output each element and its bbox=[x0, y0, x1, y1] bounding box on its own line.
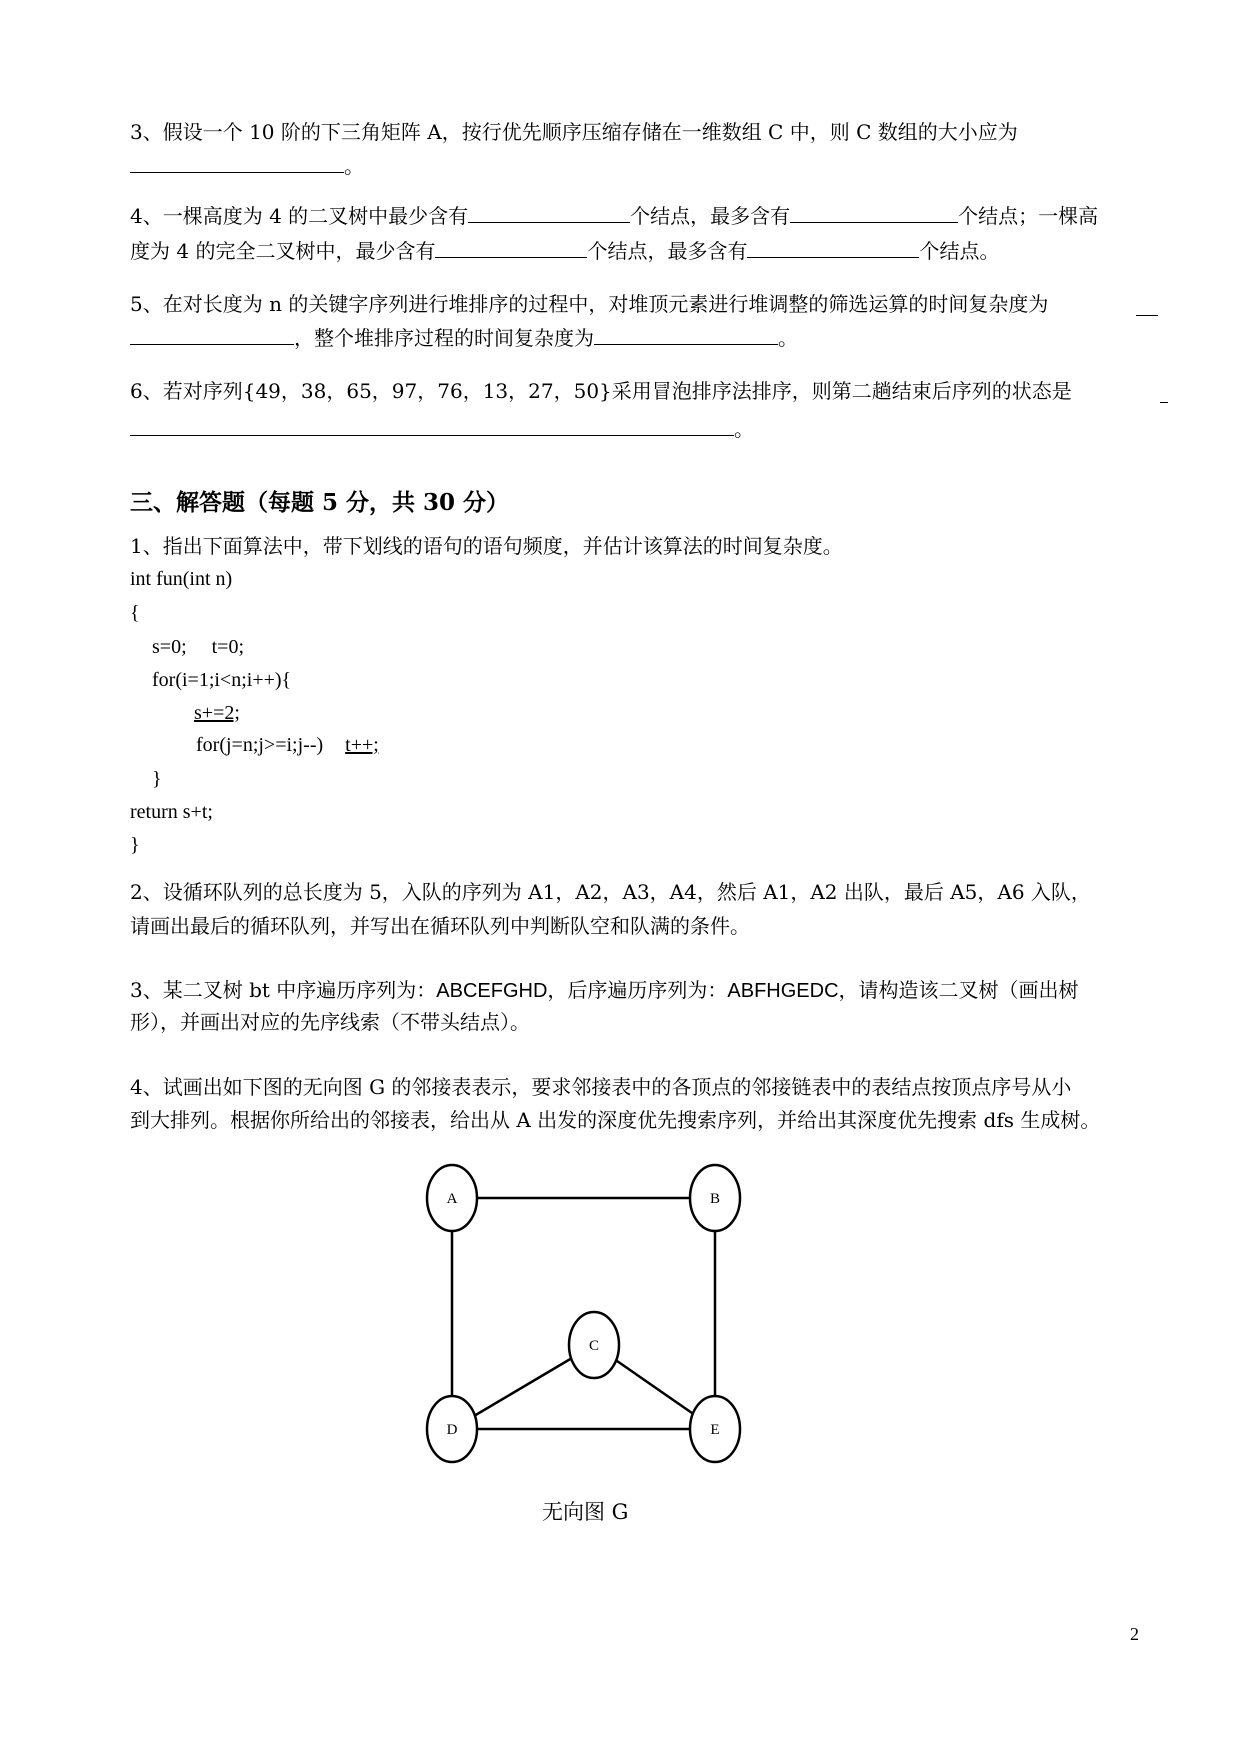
fill-q4-part4: 度为 4 的完全二叉树中，最少含有 bbox=[130, 239, 436, 263]
fill-q4-part6: 个结点。 bbox=[919, 239, 1000, 263]
s3-q3-prefix: 3、某二叉树 bt 中序遍历序列为： bbox=[130, 978, 437, 1002]
node-C-label: C bbox=[588, 1338, 600, 1354]
node-E bbox=[690, 1396, 740, 1462]
code-line-8: return s+t; bbox=[130, 801, 213, 823]
fill-q4-part3: 个结点；一棵高 bbox=[958, 204, 1099, 228]
s3-q4-line2: 到大排列。根据你所给出的邻接表，给出从 A 出发的深度优先搜索序列，并给出其深度优先搜索 dfs 生成树。 bbox=[130, 1108, 1101, 1132]
s3-q2-line1: 2、设循环队列的总长度为 5，入队的序列为 A1，A2，A3，A4，然后 A1，A2 出队，最后 A5，A6 入队， bbox=[130, 880, 1091, 904]
node-B bbox=[690, 1165, 740, 1231]
graph-caption-text: 无向图 G bbox=[542, 1500, 629, 1524]
section3-title: 三、解答题（每题 5 分，共 30 分） bbox=[130, 489, 510, 516]
fill-q6-end: 。 bbox=[734, 417, 754, 441]
s3-q3-mid: ，后序遍历序列为： bbox=[547, 978, 728, 1002]
code-line-5-text: s+=2; bbox=[194, 702, 240, 724]
code-line-6b-text: t++; bbox=[345, 734, 379, 756]
page-number: 2 bbox=[1130, 1624, 1139, 1644]
graph-nodes bbox=[427, 1165, 740, 1462]
node-B-label: B bbox=[709, 1191, 721, 1207]
s3-q2-line2: 请画出最后的循环队列，并写出在循环队列中判断队空和队满的条件。 bbox=[130, 914, 750, 938]
code-line-4: for(i=1;i<n;i++){ bbox=[152, 669, 292, 691]
fill-q5-text: 5、在对长度为 n 的关键字序列进行堆排序的过程中，对堆顶元素进行堆调整的筛选运算的时间复杂度为 bbox=[130, 292, 1049, 316]
s3-q4-line1: 4、试画出如下图的无向图 G 的邻接表表示，要求邻接表中的各顶点的邻接链表中的表结点按顶点序号从小 bbox=[130, 1075, 1072, 1099]
fill-q6-text: 6、若对序列{49，38，65，97，76，13，27，50}采用冒泡排序法排序，则第二趟结束后序列的状态是 bbox=[130, 379, 1072, 403]
s3-q1-text: 1、指出下面算法中，带下划线的语句的语句频度，并估计该算法的时间复杂度。 bbox=[130, 534, 843, 558]
node-A bbox=[427, 1165, 477, 1231]
node-D-label: D bbox=[446, 1422, 458, 1438]
graph-caption bbox=[542, 1496, 628, 1526]
edge-C-D bbox=[475, 1358, 571, 1415]
fill-q4-part2: 个结点，最多含有 bbox=[630, 204, 791, 228]
fill-q5-end: 。 bbox=[778, 326, 798, 350]
s3-q3-line2: 形），并画出对应的先序线索（不带头结点）。 bbox=[130, 1010, 530, 1034]
fill-q4-part5: 个结点，最多含有 bbox=[587, 239, 748, 263]
fill-q3-text: 3、假设一个 10 阶的下三角矩阵 A，按行优先顺序压缩存储在一维数组 C 中，则 C 数组的大小应为 bbox=[130, 120, 1018, 144]
node-A-label: A bbox=[446, 1191, 458, 1207]
s3-q3-postorder: ABFHGEDC bbox=[727, 980, 839, 1002]
node-E-label: E bbox=[710, 1422, 720, 1438]
fill-q5-mid: ，整个堆排序过程的时间复杂度为 bbox=[294, 326, 594, 350]
code-line-1: int fun(int n) bbox=[130, 568, 233, 590]
edge-C-E bbox=[616, 1360, 693, 1413]
node-D bbox=[427, 1396, 477, 1462]
code-line-7: } bbox=[152, 768, 162, 790]
fill-q3-end: 。 bbox=[344, 154, 364, 178]
s3-q3-suffix: ，请构造该二叉树（画出树 bbox=[838, 978, 1079, 1002]
code-line-9: } bbox=[130, 834, 140, 856]
code-line-3: s=0; t=0; bbox=[152, 636, 245, 658]
s3-q3-inorder: ABCEFGHD bbox=[436, 980, 548, 1002]
code-line-6-text: for(j=n;j>=i;j--) bbox=[196, 734, 324, 756]
fill-q4-part1: 4、一棵高度为 4 的二叉树中最少含有 bbox=[130, 204, 469, 228]
node-C bbox=[569, 1312, 619, 1378]
code-line-2: { bbox=[130, 602, 140, 624]
